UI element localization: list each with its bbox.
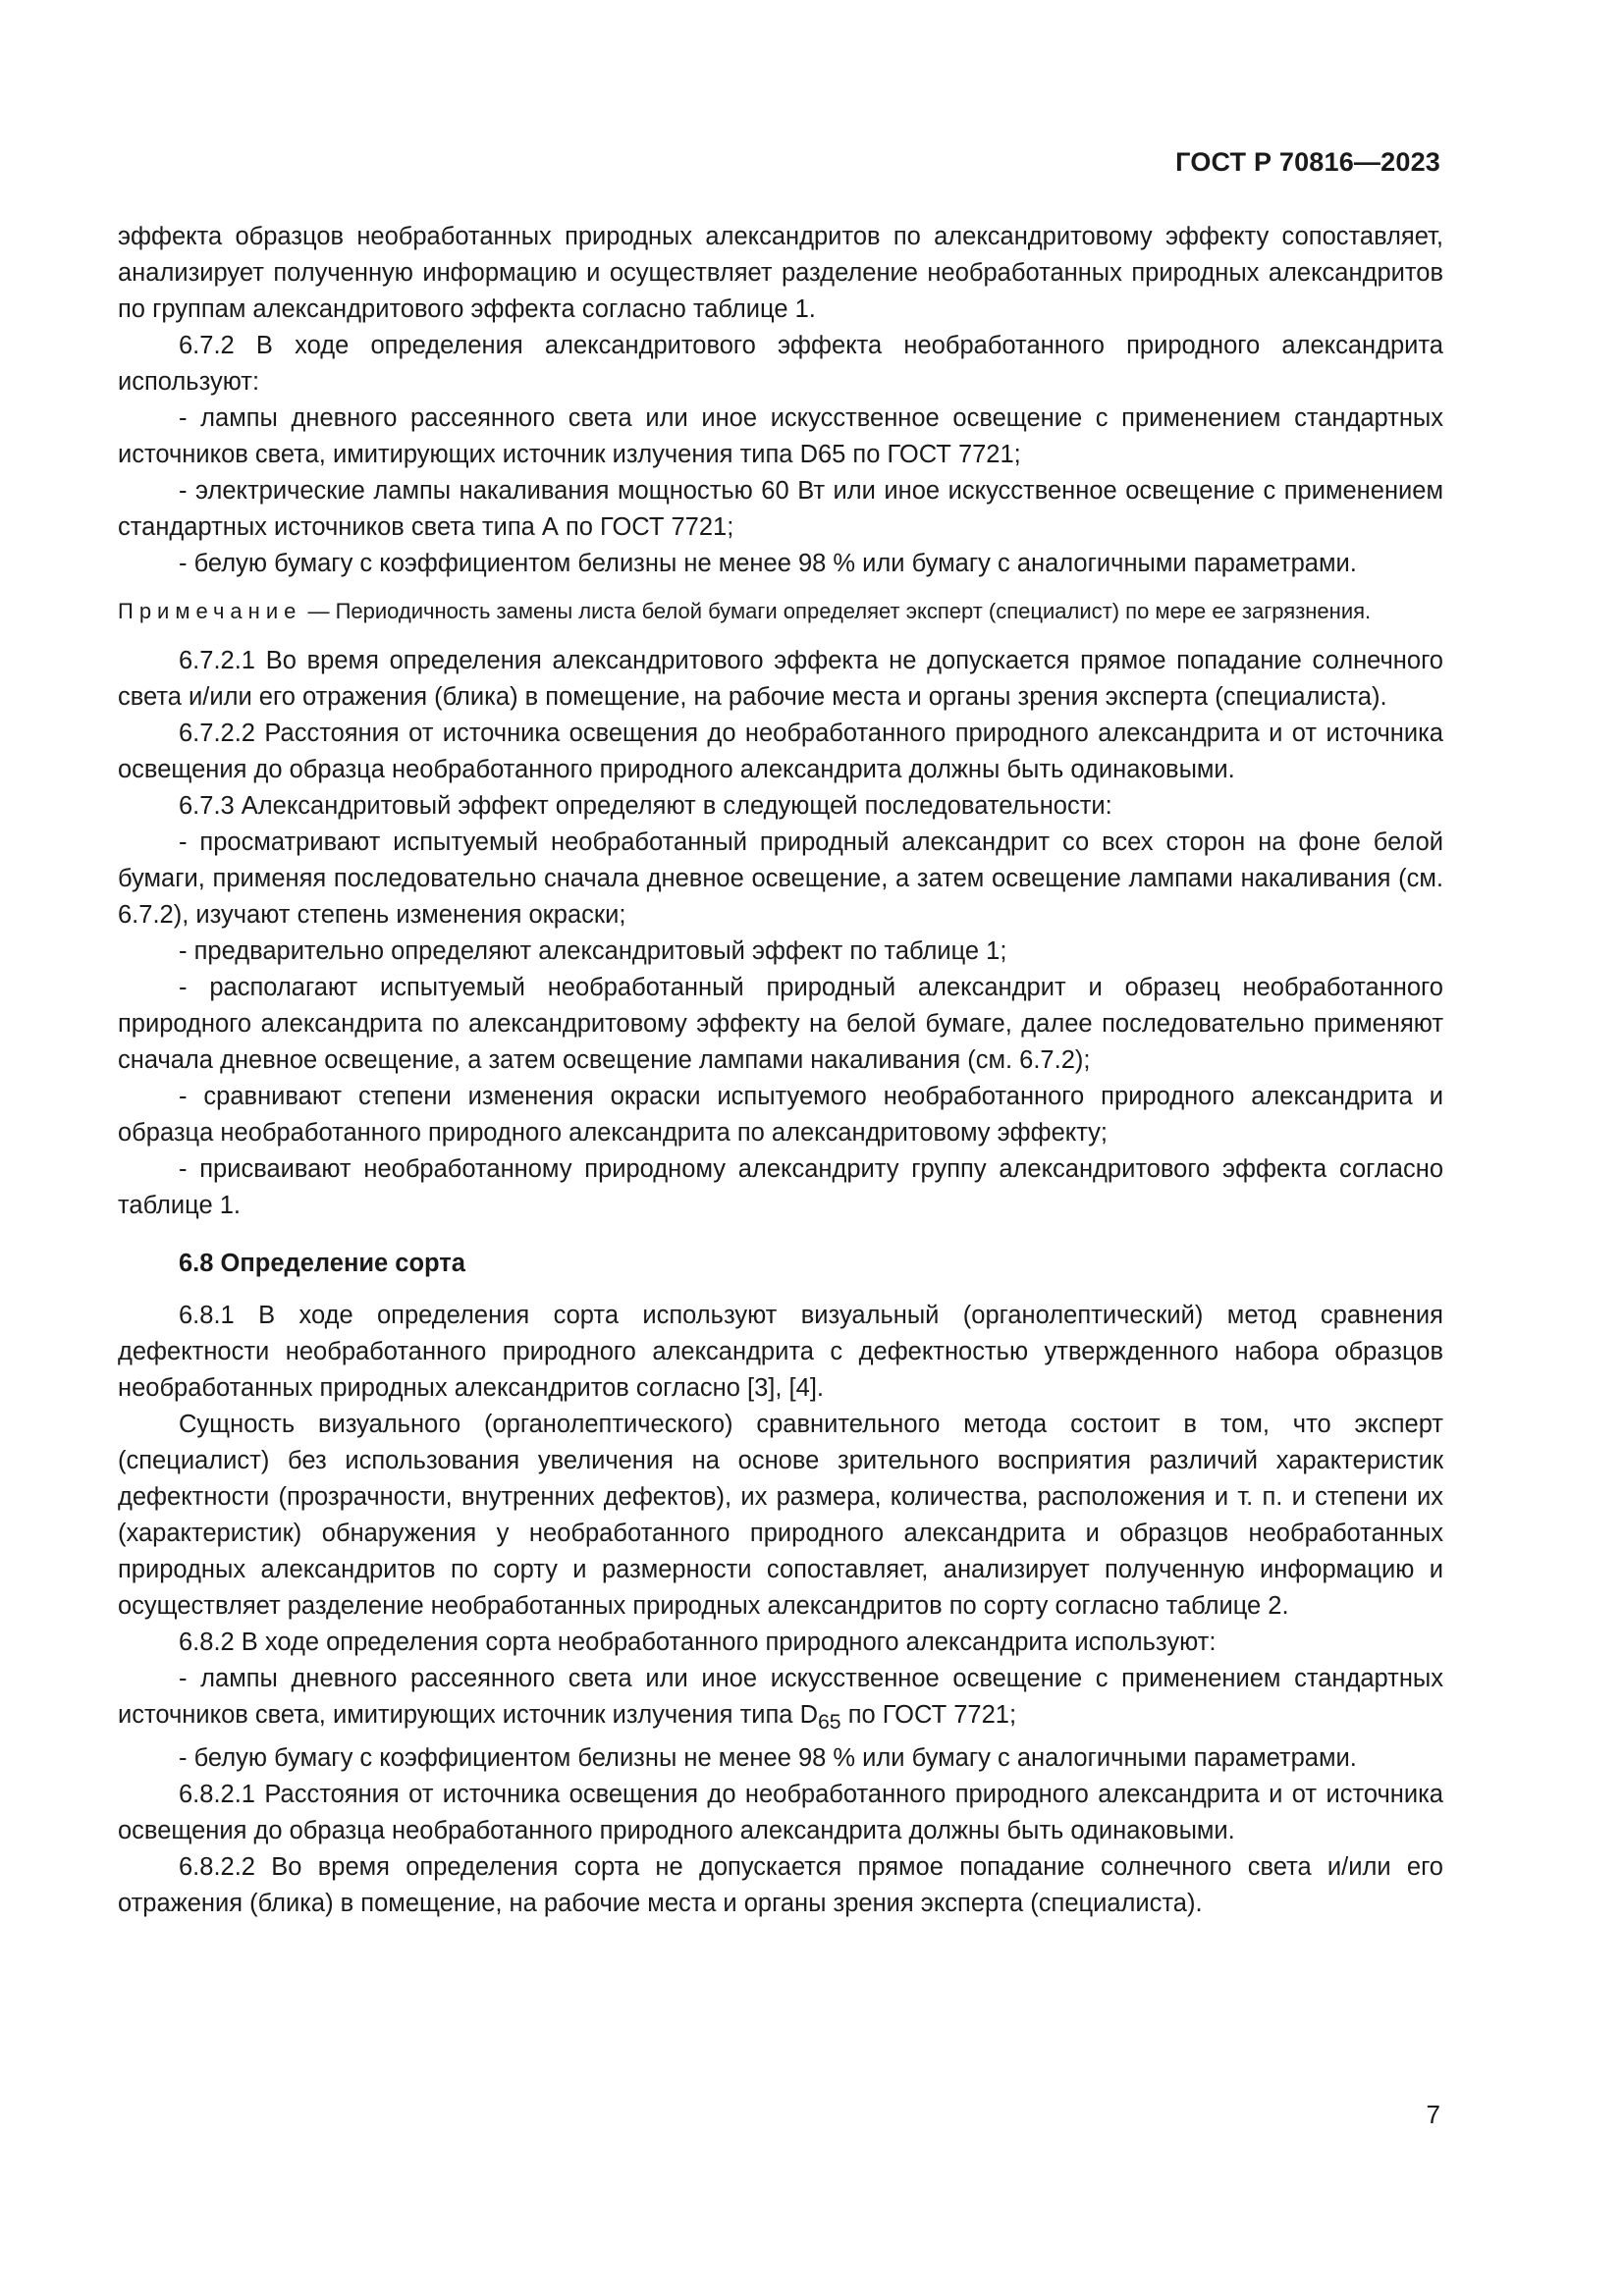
list-item: - лампы дневного рассеянного света или иное искусственное освещение с применением стандартных источников света, имитирующих источник излучения типа D65 по ГОСТ 7721; — [118, 404, 1443, 468]
paragraph: 6.8.2.1 Расстояния от источника освещения до необработанного природного александрита и от источника освещения до образца необработанного природного александрита должны быть одинаковыми. — [118, 1781, 1443, 1845]
paragraph: 6.8.2.2 Во время определения сорта не допускается прямое попадание солнечного света и/или его отражения (блика) в помещение, на рабочие места и органы зрения эксперта (специалиста). — [118, 1853, 1443, 1918]
paragraph: 6.7.3 Александритовый эффект определяют в следующей последовательности: — [179, 792, 1112, 820]
paragraph: эффекта образцов необработанных природных александритов по александритовому эффекту сопоставляет, анализирует полученную информацию и осуществляет разделение необработанных природных александритов по группам александритового эффекта согласно таблице 1. — [118, 223, 1443, 323]
list-item: - электрические лампы накаливания мощностью 60 Вт или иное искусственное освещение с применением стандартных источников света типа А по ГОСТ 7721; — [118, 477, 1443, 541]
list-item: - белую бумагу с коэффициентом белизны не менее 98 % или бумагу с аналогичными параметрами. — [179, 1744, 1357, 1773]
paragraph: 6.7.2 В ходе определения александритового эффекта необработанного природного александрита используют: — [118, 332, 1443, 396]
note-label: Примечание — [118, 599, 302, 623]
paragraph: 6.7.2.1 Во время определения александритового эффекта не допускается прямое попадание солнечного света и/или его отражения (блика) в помещение, на рабочие места и органы зрения эксперта (специалиста). — [118, 647, 1443, 711]
section-heading: 6.8 Определение сорта — [179, 1250, 465, 1277]
list-item: - предварительно определяют александритовый эффект по таблице 1; — [179, 937, 1007, 965]
paragraph: 6.8.1 В ходе определения сорта используют визуальный (органолептический) метод сравнения дефектности необработанного природного александрита с дефектностью утвержденного набора образцов необработанных природных александритов согласно [3], [4]. — [118, 1302, 1443, 1402]
paragraph: 6.7.2.2 Расстояния от источника освещения до необработанного природного александрита и от источника освещения до образца необработанного природного александрита должны быть одинаковыми. — [118, 720, 1443, 783]
d65-subscript: 65 — [817, 1710, 841, 1735]
page-number: 7 — [1426, 2100, 1440, 2129]
paragraph: Сущность визуального (органолептического) сравнительного метода состоит в том, что эксперт (специалист) без использования увеличения на основе зрительного восприятия различий характеристик дефектности (прозрачности, внутренних дефектов), их размера, количества, расположения и т. п. и степени их (характеристик) обнаружения у необработанного природного александрита и образцов необработанных природных александритов по сорту и размерности сопоставляет, анализирует полученную информацию и осуществляет разделение необработанных природных александритов по сорту согласно таблице 2. — [118, 1411, 1443, 1620]
list-item: - белую бумагу с коэффициентом белизны не менее 98 % или бумагу с аналогичными параметрами. — [179, 550, 1357, 577]
document-header: ГОСТ Р 70816—2023 — [1175, 147, 1440, 177]
document-body — [118, 219, 1443, 1922]
note — [118, 596, 1443, 627]
d65-text-after: по ГОСТ 7721; — [840, 1701, 1017, 1729]
paragraph: 6.8.2 В ходе определения сорта необработанного природного александрита используют: — [179, 1629, 1217, 1656]
list-item: - сравнивают степени изменения окраски испытуемого необработанного природного александрита и образца необработанного природного александрита по александритовому эффекту; — [118, 1083, 1443, 1147]
list-item — [118, 1661, 1443, 1740]
list-item: - располагают испытуемый необработанный природный александрит и образец необработанного природного александрита по александритовому эффекту на белой бумаге, далее последовательно применяют сначала дневное освещение, а затем освещение лампами накаливания (см. 6.7.2); — [118, 974, 1443, 1074]
list-item: - просматривают испытуемый необработанный природный александрит со всех сторон на фоне белой бумаги, применяя последовательно сначала дневное освещение, а затем освещение лампами накаливания (см. 6.7.2), изучают степень изменения окраски; — [118, 828, 1443, 929]
d65-text-before: - лампы дневного рассеянного света или иное искусственное освещение с применением стандартных источников света, имитирующих источник излучения типа D — [118, 1665, 1443, 1729]
list-item: - присваивают необработанному природному александриту группу александритового эффекта согласно таблице 1. — [118, 1155, 1443, 1219]
note-text: — Периодичность замены листа белой бумаги определяет эксперт (специалист) по мере ее загрязнения. — [301, 599, 1372, 623]
